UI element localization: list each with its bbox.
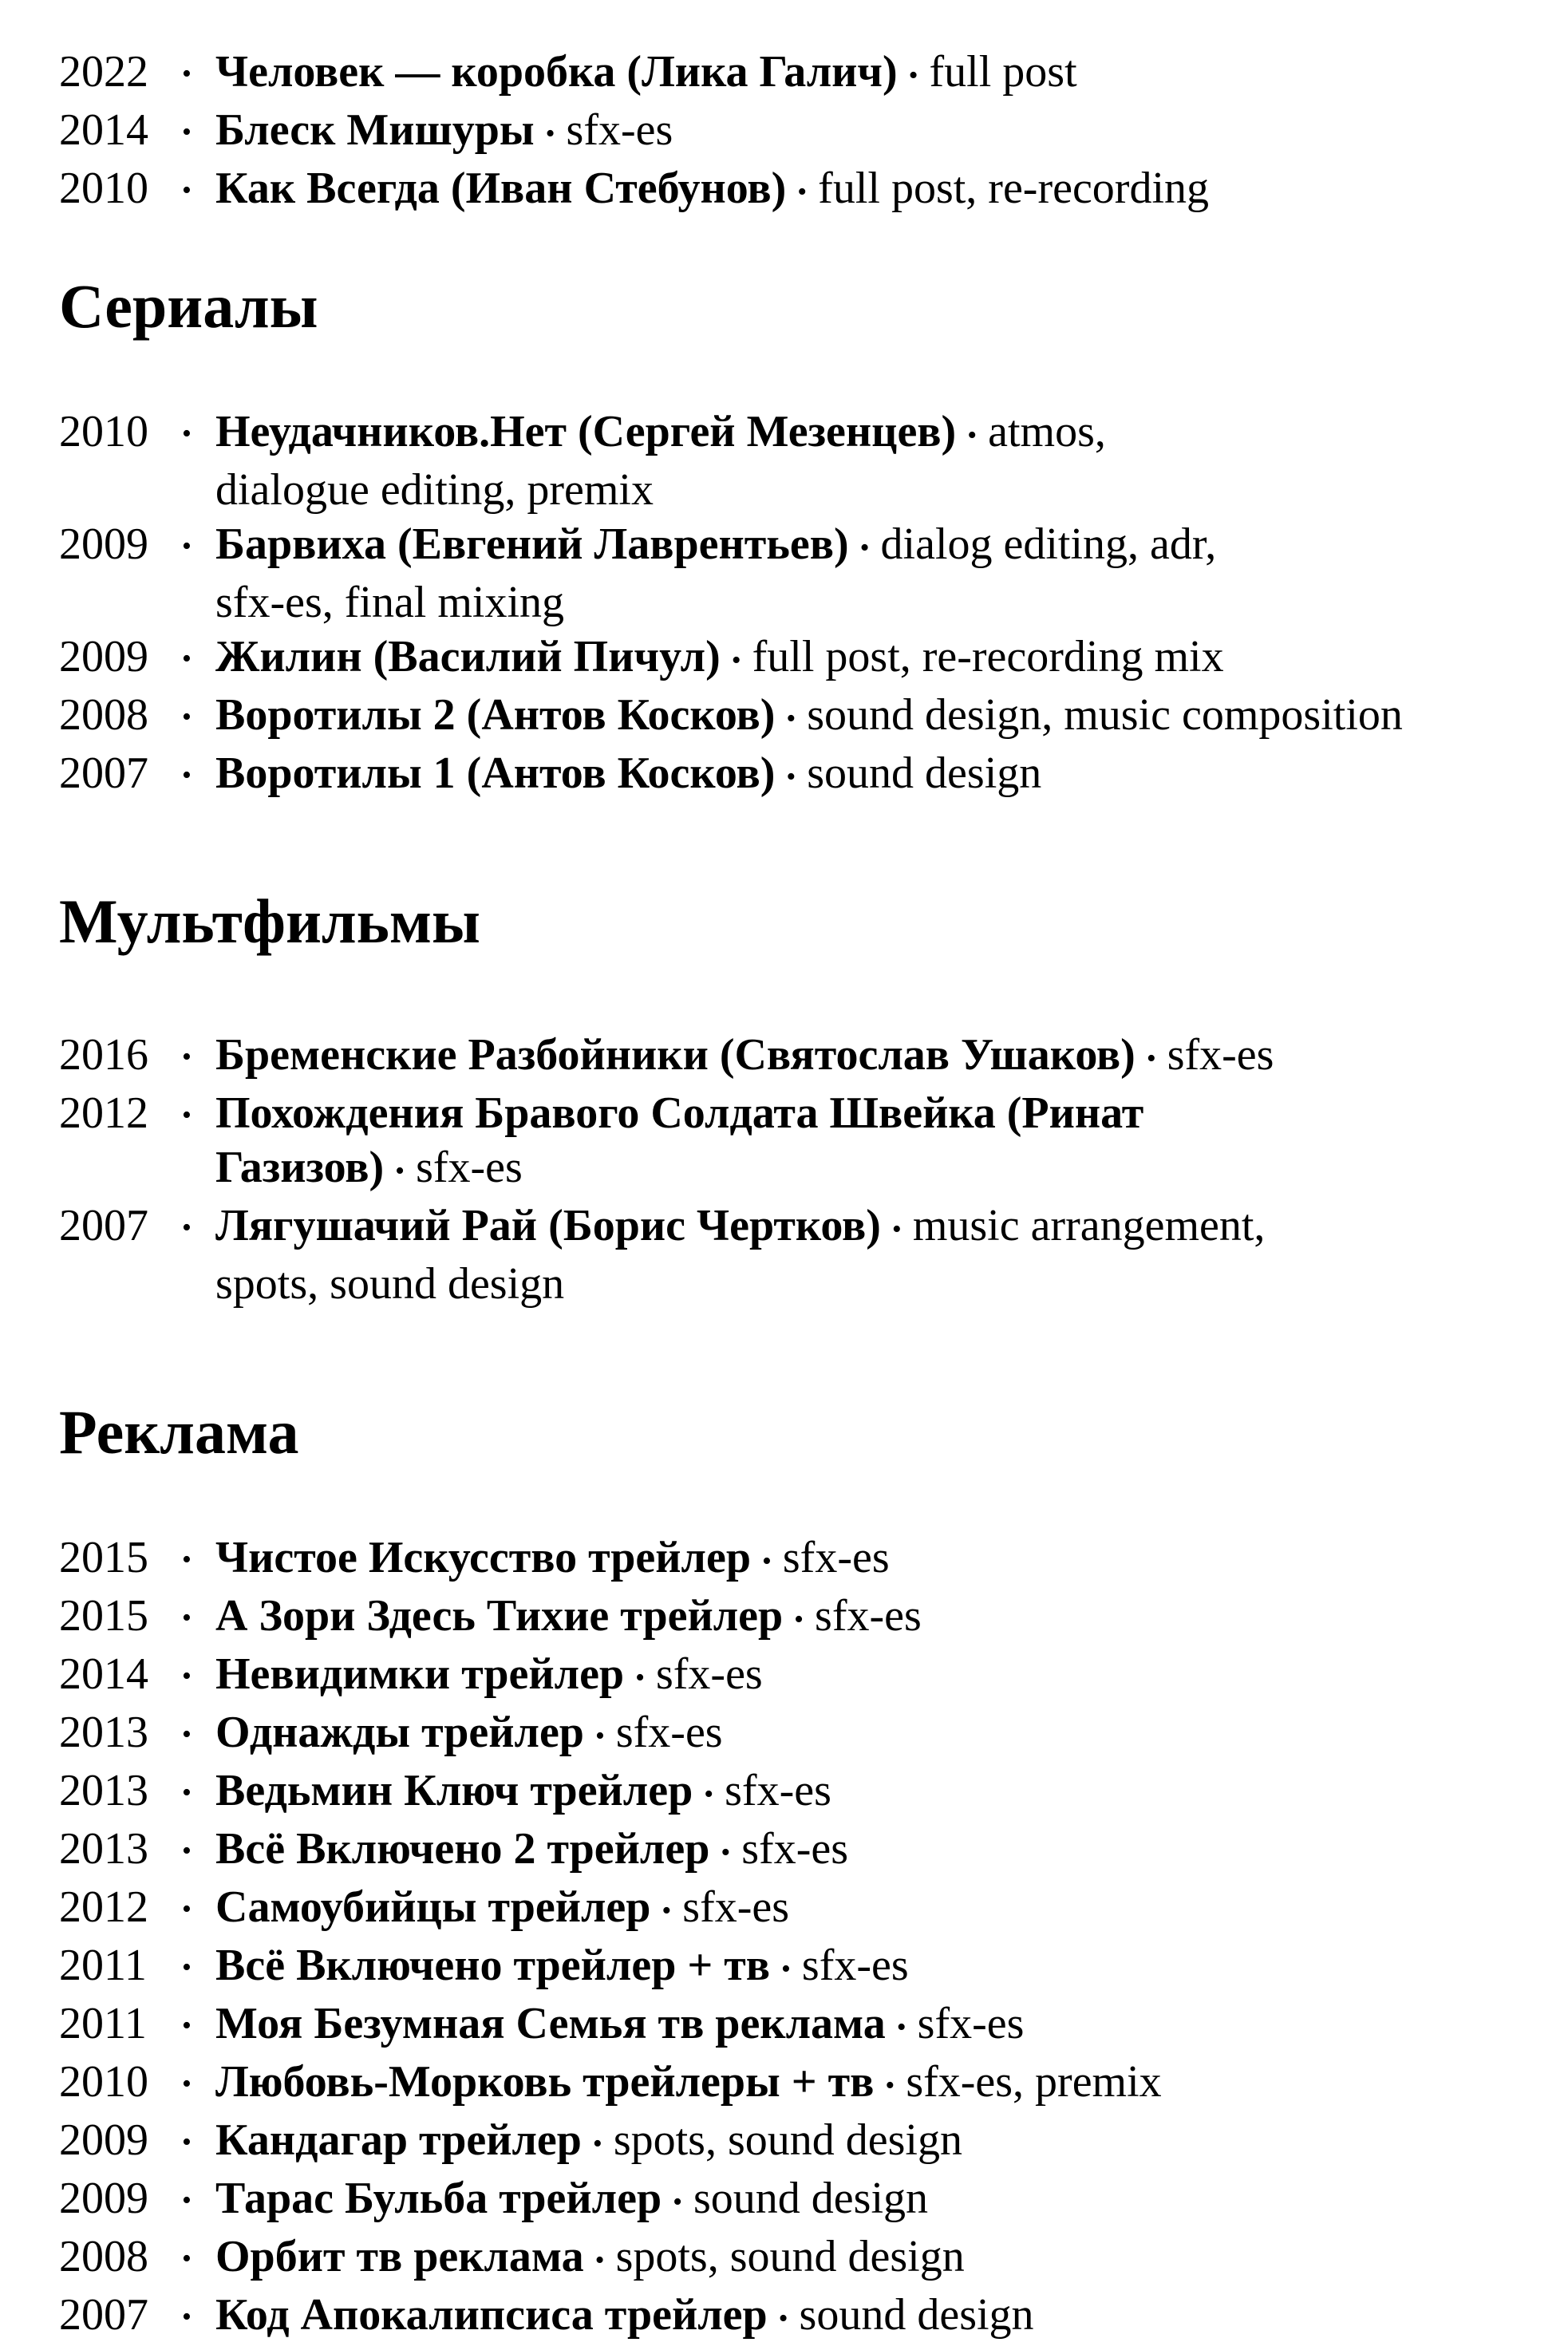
entry-content [215,1647,1536,1705]
entry-year: 2007 [59,748,148,798]
entry-roles: dialogue editing, premix [215,465,654,515]
separator-dot-icon: • [908,61,918,90]
entry-content [215,630,1536,688]
entry-content [215,1938,1536,1996]
entry-year: 2012 [59,1088,148,1138]
filmography-entry [59,1822,1536,1880]
list-bullet-icon: • [182,1661,192,1691]
entry-content [215,1996,1536,2055]
entry-content [215,2229,1536,2288]
entry-title: Любовь-Морковь трейлеры + тв [215,2057,875,2107]
list-bullet-icon: • [182,2302,192,2332]
entry-line [215,1996,1536,2055]
list-bullet-icon: • [182,531,192,561]
filmography-entry [59,1028,1536,1086]
filmography-entry [59,1589,1536,1647]
list-bullet-icon: • [182,2127,192,2157]
separator-dot-icon: • [545,119,555,148]
separator-dot-icon: • [778,2304,788,2333]
filmography-entry [59,517,1536,630]
list-bullet-icon: • [182,117,192,147]
entry-content [215,1028,1536,1086]
entry-content [215,1086,1536,1199]
filmography-entry [59,688,1536,746]
entry-roles: spots, sound design [215,1259,565,1309]
entry-line [215,575,1536,630]
entry-year: 2011 [59,1999,147,2048]
filmography-entry [59,630,1536,688]
list-bullet-icon: • [182,59,192,89]
entry-roles: sfx-es [815,1591,922,1641]
list-bullet-icon: • [182,1836,192,1866]
entry-year: 2011 [59,1941,147,1990]
entry-year: 2007 [59,2290,148,2340]
list-bullet-icon: • [182,1720,192,1749]
filmography-entry [59,1647,1536,1705]
separator-dot-icon: • [673,2187,683,2217]
entry-line [215,1647,1536,1705]
separator-dot-icon: • [885,2071,895,2100]
entry-line [215,405,1536,463]
list-bullet-icon: • [182,702,192,732]
filmography-entry [59,1996,1536,2055]
entry-year: 2009 [59,2174,148,2223]
entry-line [215,2229,1536,2288]
entry-roles: music arrangement, [912,1201,1266,1250]
list-bullet-icon: • [182,176,192,205]
entry-title: Блеск Мишуры [215,105,535,155]
entry-roles: sfx-es [741,1824,848,1874]
entry-title: Однажды трейлер [215,1708,584,1757]
entry-title: Газизов) [215,1143,385,1192]
separator-dot-icon: • [761,1546,772,1576]
entry-title: Орбит тв реклама [215,2232,584,2281]
entry-line [215,2171,1536,2229]
entry-title: Моя Безумная Семья тв реклама [215,1999,886,2048]
entry-title: Человек — коробка (Лика Галич) [215,47,898,97]
entry-content [215,1763,1536,1822]
separator-dot-icon: • [786,762,796,792]
entry-year: 2013 [59,1824,148,1874]
filmography-entry [59,161,1536,219]
list-bullet-icon: • [182,1894,192,1924]
entry-year: 2013 [59,1708,148,1757]
separator-dot-icon: • [891,1214,902,1244]
entry-title: Воротилы 1 (Антов Косков) [215,748,776,798]
filmography-entry [59,2229,1536,2288]
entry-year: 2010 [59,164,148,213]
entry-year: 2015 [59,1591,148,1641]
list-bullet-icon: • [182,1100,192,1130]
entry-roles: full post, re-recording mix [752,632,1224,681]
filmography-entry [59,2113,1536,2171]
entry-roles: full post [929,47,1077,97]
entry-line [215,1589,1536,1647]
entry-title: А Зори Здесь Тихие трейлер [215,1591,784,1641]
entry-title: Чистое Искусство трейлер [215,1533,751,1582]
entry-year: 2010 [59,2057,148,2107]
entry-content [215,1530,1536,1589]
entry-content [215,688,1536,746]
filmography-entry [59,2288,1536,2346]
filmography-entry [59,1938,1536,1996]
filmography-entry [59,1880,1536,1938]
list-bullet-icon: • [182,644,192,673]
entry-roles: sfx-es [416,1143,523,1192]
entry-title: Похождения Бравого Солдата Швейка (Ринат [215,1088,1144,1138]
separator-dot-icon: • [704,1779,714,1809]
entry-year: 2015 [59,1533,148,1582]
entry-roles: sfx-es [782,1533,890,1582]
entry-line [215,630,1536,688]
separator-dot-icon: • [395,1156,405,1186]
entry-year: 2016 [59,1030,148,1080]
filmography-section [59,269,1536,804]
entry-year: 2014 [59,105,148,155]
entry-title: Бременские Разбойники (Святослав Ушаков) [215,1030,1136,1080]
entry-line [215,103,1536,161]
list-bullet-icon: • [182,2069,192,2099]
separator-dot-icon: • [594,2245,605,2275]
entry-roles: sfx-es [725,1766,831,1815]
entry-line [215,2288,1536,2346]
entry-content [215,103,1536,161]
entry-title: Самоубийцы трейлер [215,1882,651,1932]
entry-content [215,2288,1536,2346]
entry-line [215,1086,1536,1140]
entry-roles: atmos, [988,407,1106,456]
filmography-entry [59,1086,1536,1199]
separator-dot-icon: • [794,1605,804,1634]
entry-title: Всё Включено 2 трейлер [215,1824,710,1874]
entry-year: 2013 [59,1766,148,1815]
entry-roles: sfx-es [801,1941,909,1990]
list-bullet-icon: • [182,760,192,790]
list-bullet-icon: • [182,2244,192,2273]
filmography-entry [59,103,1536,161]
filmography-section [59,884,1536,1311]
entry-roles: sfx-es [615,1708,723,1757]
entry-title: Барвиха (Евгений Лаврентьев) [215,519,849,569]
entry-content [215,1822,1536,1880]
entry-roles: sound design [799,2290,1034,2340]
entry-line [215,161,1536,219]
entry-roles: spots, sound design [613,2115,962,2165]
entry-line [215,1257,1536,1311]
entry-title: Невидимки трейлер [215,1649,625,1699]
section-heading: Мультфильмы [59,887,480,956]
entry-line [215,2055,1536,2113]
entry-content [215,405,1536,517]
list-bullet-icon: • [182,1953,192,1982]
separator-dot-icon: • [896,2012,906,2042]
separator-dot-icon: • [662,1896,672,1925]
entry-line [215,1938,1536,1996]
entry-content [215,517,1536,630]
entry-roles: sfx-es [917,1999,1025,2048]
filmography-entry [59,1763,1536,1822]
entry-roles: spots, sound design [615,2232,965,2281]
list-bullet-icon: • [182,1545,192,1574]
entry-roles: dialog editing, adr, [880,519,1217,569]
separator-dot-icon: • [797,177,808,207]
entry-year: 2008 [59,2232,148,2281]
entry-roles: sfx-es [655,1649,763,1699]
filmography-entry [59,405,1536,517]
entry-line [215,1199,1536,1257]
filmography-entry [59,1705,1536,1763]
entry-line [215,1530,1536,1589]
entry-year: 2022 [59,47,148,97]
entry-content [215,1880,1536,1938]
entry-line [215,1822,1536,1880]
entry-title: Как Всегда (Иван Стебунов) [215,164,787,213]
entry-content [215,1589,1536,1647]
filmography-entry [59,746,1536,804]
entry-year: 2009 [59,519,148,569]
entry-title: Всё Включено трейлер + тв [215,1941,770,1990]
separator-dot-icon: • [781,1954,791,1984]
section-heading: Реклама [59,1397,299,1467]
entry-content [215,2113,1536,2171]
section-heading: Сериалы [59,271,318,341]
entry-line [215,1763,1536,1822]
entry-line [215,463,1536,517]
list-bullet-icon: • [182,419,192,448]
entry-content [215,2171,1536,2229]
separator-dot-icon: • [721,1838,731,1867]
filmography-entry [59,45,1536,103]
separator-dot-icon: • [731,646,741,675]
entry-line [215,517,1536,575]
entry-line [215,746,1536,804]
entry-roles: sfx-es [566,105,673,155]
entry-content [215,746,1536,804]
entry-line [215,1705,1536,1763]
entry-title: Лягушачий Рай (Борис Чертков) [215,1201,881,1250]
entry-roles: sfx-es [1167,1030,1274,1080]
entry-roles: sfx-es [682,1882,790,1932]
separator-dot-icon: • [592,2129,602,2158]
entry-roles: sfx-es, final mixing [215,578,565,627]
entry-line [215,1880,1536,1938]
entry-line [215,2113,1536,2171]
entry-title: Воротилы 2 (Антов Косков) [215,690,776,740]
filmography-section [59,45,1536,219]
entry-line [215,1140,1536,1199]
list-bullet-icon: • [182,1603,192,1633]
filmography-section [59,1395,1536,2346]
separator-dot-icon: • [1146,1044,1156,1073]
list-bullet-icon: • [182,2186,192,2215]
separator-dot-icon: • [859,533,870,563]
entry-year: 2009 [59,2115,148,2165]
entry-line [215,1028,1536,1086]
separator-dot-icon: • [967,421,978,450]
filmography-entry [59,2055,1536,2113]
filmography-entry [59,1530,1536,1589]
entry-year: 2009 [59,632,148,681]
entry-year: 2008 [59,690,148,740]
entry-year: 2010 [59,407,148,456]
filmography-entry [59,2171,1536,2229]
entry-title: Неудачников.Нет (Сергей Мезенцев) [215,407,957,456]
entry-title: Кандагар трейлер [215,2115,582,2165]
separator-dot-icon: • [786,704,796,733]
entry-content [215,2055,1536,2113]
list-bullet-icon: • [182,2011,192,2040]
separator-dot-icon: • [594,1721,605,1751]
entry-content [215,1199,1536,1311]
filmography-entry [59,1199,1536,1311]
entry-line [215,45,1536,103]
entry-content [215,45,1536,103]
list-bullet-icon: • [182,1213,192,1242]
entry-line [215,688,1536,746]
entry-title: Тарас Бульба трейлер [215,2174,662,2223]
entry-year: 2012 [59,1882,148,1932]
entry-roles: sfx-es, premix [906,2057,1162,2107]
entry-year: 2014 [59,1649,148,1699]
entry-title: Код Апокалипсиса трейлер [215,2290,768,2340]
entry-roles: sound design [807,748,1042,798]
entry-year: 2007 [59,1201,148,1250]
entry-roles: sound design [693,2174,929,2223]
list-bullet-icon: • [182,1042,192,1072]
entry-content [215,161,1536,219]
list-bullet-icon: • [182,1778,192,1807]
entry-roles: full post, re-recording [818,164,1210,213]
entry-roles: sound design, music composition [807,690,1403,740]
entry-title: Жилин (Василий Пичул) [215,632,721,681]
separator-dot-icon: • [635,1663,645,1692]
entry-content [215,1705,1536,1763]
entry-title: Ведьмин Ключ трейлер [215,1766,693,1815]
